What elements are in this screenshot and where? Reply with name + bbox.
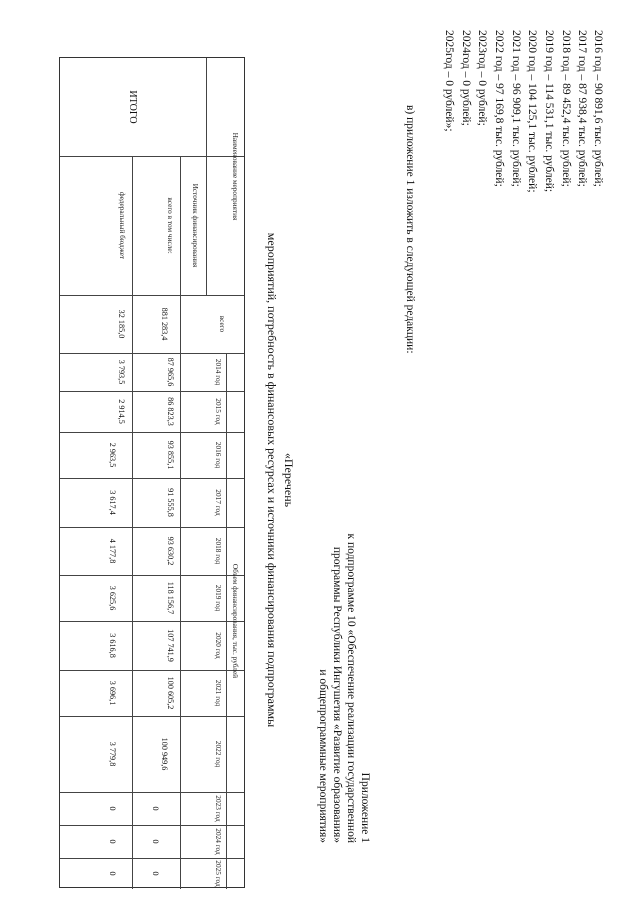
volume-header: Объем финансирования, тыс. рублей [231,563,240,679]
year-line-2018: 2018 год – 89 452,4 тыс. рублей; [560,30,572,187]
year-header-2024: 2024 год [214,828,223,855]
itogo-label: ИТОГО [127,90,138,124]
year-header-2015: 2015 год [214,398,223,425]
row-all-2024: 0 [151,839,161,844]
row-all-2014: 87 965,6 [166,357,175,387]
appendix-line: к подпрограмме 10 «Обеспечение реализации государственной [345,533,357,843]
statement-text: в) приложение 1 изложить в следующей редакции: [404,105,416,354]
financing-table [59,57,245,888]
row-all-2022: 100 949,6 [160,737,169,771]
year-header-2022: 2022 год [214,740,223,768]
row-all-source: всего в том числе: [166,197,175,254]
table-title-second: мероприятий, потребность в финансовых ресурсах и источники финансирования подпрограммы [265,232,279,728]
row-all-2016: 93 855,1 [166,440,175,470]
year-header-2018: 2018 год [214,537,223,565]
col-source-header: Источник финансирования [191,183,200,268]
year-line-2022: 2022 год – 97 169,8 тыс. рублей; [493,30,505,187]
row-fed-2019: 3 625,6 [108,585,117,611]
row-all-2015: 86 823,3 [166,397,175,426]
row-fed-2021: 3 696,1 [108,680,117,706]
col-total-header: всего [218,315,227,333]
row-fed-2025: 0 [108,871,118,876]
year-header-2019: 2019 год [214,584,223,612]
row-all-2020: 107 741,9 [166,629,175,662]
year-line-2019: 2019 год – 114 531,1 тыс. рублей; [543,30,555,193]
year-header-2023: 2023 год [214,795,223,822]
row-all-2021: 100 605,2 [166,676,175,710]
row-all-total: 881 283,4 [160,307,169,341]
row-all-2025: 0 [151,871,161,876]
row-fed-total: 32 185,0 [117,309,126,339]
year-line-2017: 2017 год – 87 938,4 тыс. рублей; [576,30,588,187]
year-header-2021: 2021 год [214,679,223,707]
row-fed-2024: 0 [108,839,118,844]
appendix-line: программы Республики Ингушетия «Развитие образования» [331,546,343,843]
year-line-2016: 2016 год – 90 891,6 тыс. рублей; [592,30,604,187]
year-line-2025: 2025год – 0 рублей»; [443,30,455,132]
appendix-heading: Приложение 1 [359,772,371,843]
row-all-2017: 91 555,8 [166,488,175,517]
year-line-2024: 2024год – 0 рублей; [460,30,472,126]
table-title-first: «Перечень [282,452,296,508]
row-fed-2014: 3 793,5 [117,359,126,385]
row-fed-source: федеральный бюджет [118,191,127,260]
row-fed-2016: 2 963,5 [108,442,117,468]
row-fed-2022: 3 779,8 [108,741,117,767]
year-line-2021: 2021 год – 96 909,1 тыс. рублей; [510,30,522,187]
year-header-2020: 2020 год [214,632,223,659]
year-header-2017: 2017 год [214,489,223,516]
row-fed-2015: 2 914,5 [117,399,126,424]
row-all-2019: 118 156,7 [166,581,175,615]
year-header-2016: 2016 год [214,441,223,469]
appendix-line: и общепрограммные мероприятия» [317,669,329,843]
year-header-2014: 2014 год [214,358,223,386]
row-all-2023: 0 [151,806,161,811]
row-fed-2023: 0 [108,806,118,811]
year-line-2020: 2020 год – 104 125,1 тыс. рублей; [526,30,538,193]
row-fed-2017: 3 617,4 [108,490,117,515]
row-all-2018: 93 630,2 [166,536,175,566]
year-header-2025: 2025 год [214,860,223,887]
row-fed-2018: 4 177,8 [108,538,117,564]
year-line-2023: 2023год – 0 рублей; [476,30,488,126]
row-fed-2020: 3 616,8 [108,633,117,658]
col-event-header: Наименование мероприятия [231,132,240,221]
